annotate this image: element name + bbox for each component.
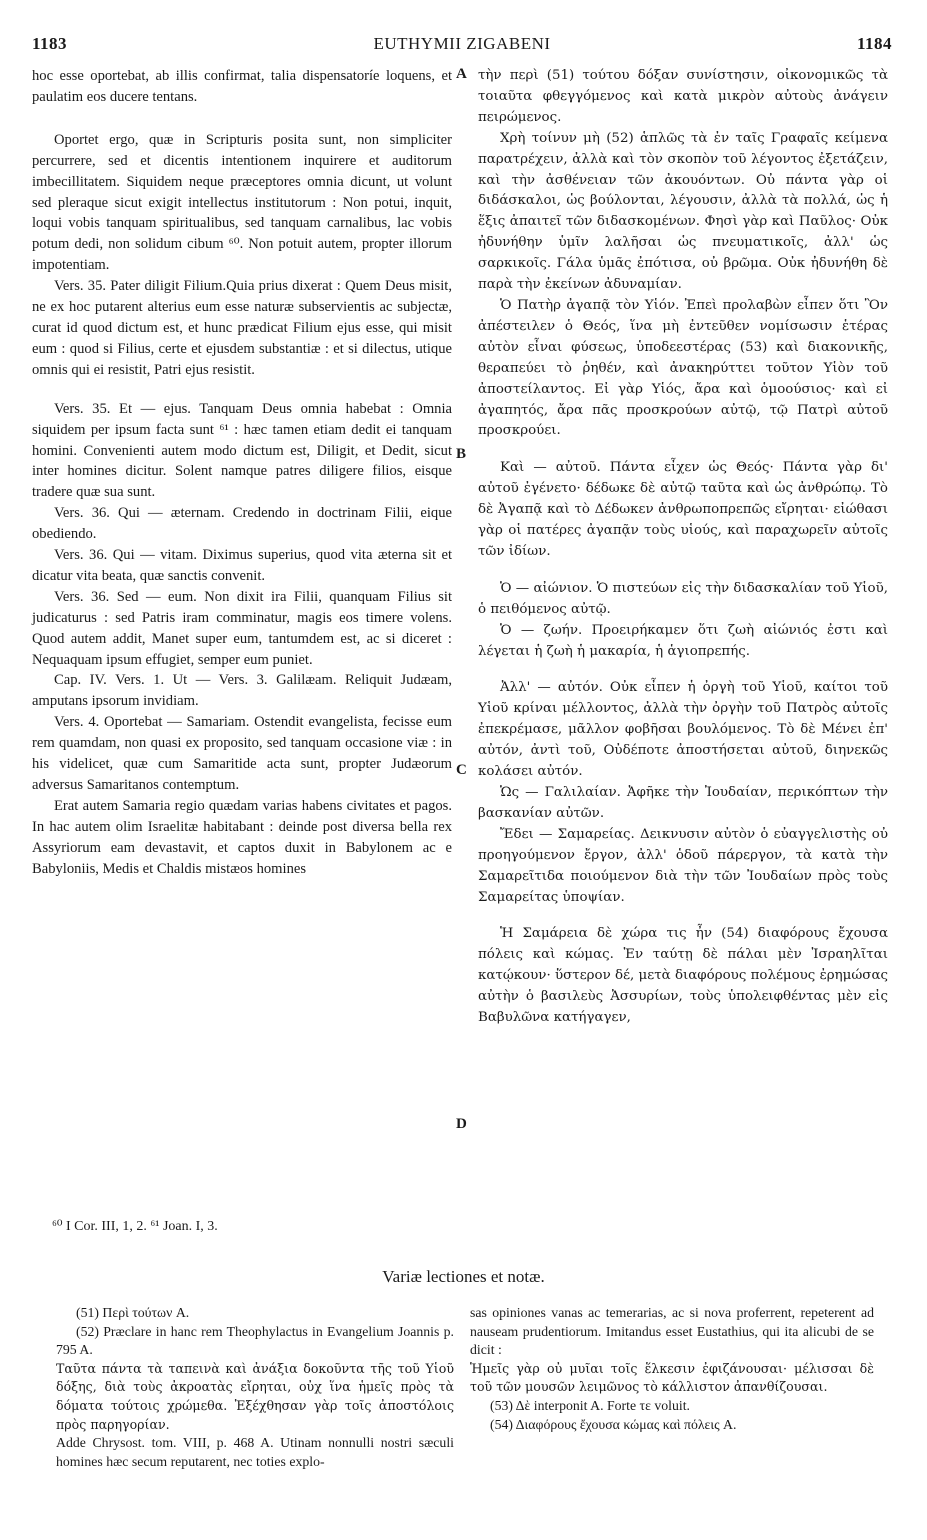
greek-paragraph: Καὶ — αὐτοῦ. Πάντα εἶχεν ὡς Θεός· Πάντα γὰρ δι' αὐτοῦ ἐγένετο· δέδωκε δὲ αὐτῷ ταῦτα καὶ ὡς ἀνθρώπῳ. Τὸ δὲ Ἀγαπᾷ καὶ τὸ Δέδωκεν ἀνθρωποπρεπῶς εἴρηται· εἰώθασι γὰρ οἱ πατέρες ἀγαπᾷν τοὺς υἱούς, καὶ παραχωρεῖν αὐτοῖς τῶν ἰδίων. [478,460,888,559]
margin-marker-a: A [456,66,467,82]
latin-paragraph: Cap. IV. Vers. 1. Ut — Vers. 3. Galilæam. Reliquit Judæam, amputans ipsorum invidiam. [32,672,452,710]
note-greek-quote: Ἡμεῖς γὰρ οὐ μυῖαι τοῖς ἕλκεσιν ἐφιζάνουσαι· μέλισσαι δὲ τοῦ τῶν μουσῶν λειμῶνος τὸ κάλλιστον ἀπανθίζουσαι. [470,1360,874,1395]
header-title: EUTHYMII ZIGABENI [373,34,551,53]
latin-paragraph: Vers. 36. Qui — æternam. Credendo in doctrinam Filii, eique obediendo. [32,505,452,543]
left-page-number: 1183 [32,34,68,53]
latin-paragraph: Vers. 35. Pater diligit Filium.Quia prius dixerat : Quem Deus misit, ne ex hoc putarent alterius eum esse naturæ subservientis ac subjectæ, curat id quod dictum est, et hunc prædicat Filium ejus esse, qui misit eum : quod si Filius, certe et ejusdem substantiæ : et si dilectus, utique omnis qui ei resistit, Patri ejus resistit. [32,278,452,378]
greek-paragraph: τὴν περὶ (51) τούτου δόξαν συνίστησιν, οἰκονομικῶς τὰ τοιαῦτα φθεγγόμενος καὶ κατὰ μικρὸν αὐτοὺς ἀνάγειν πειρώμενος. [478,68,888,125]
note-entry: sas opiniones vanas ac temerarias, ac si nova proferrent, repeterent ad nauseam prudentiorum. Imitandus esset Eustathius, qui ita alicubi de se dicit : [470,1305,874,1358]
latin-column [32,66,452,880]
margin-marker-d: D [456,1116,467,1132]
note-entry: (51) Περὶ τούτων A. [76,1305,190,1320]
latin-paragraph: Vers. 35. Et — ejus. Tanquam Deus omnia habebat : Omnia siquidem per ipsum facta sunt ⁶¹ : hæc tamen etiam dedit ei tanquam homini. Convenienti autem modo dictum est, Diligit, et Dedit, sicut inter homines dicitur. Solent namque patres diligere filios, eisque tradere quæ sua sunt. [32,400,452,501]
right-page-number: 1184 [856,34,892,53]
greek-column [478,66,888,1029]
latin-paragraph: Erat autem Samaria regio quædam varias habens civitates et pagos. In hac autem olim Israelitæ habitabant : deinde post diversa bella rex Assyriorum eam devastavit, et captos duxit in Babylonem ac e Babyloniis, Medis et Chaldis mistæos homines [32,797,452,877]
greek-paragraph: Ὁ — ζωήν. Προειρήκαμεν ὅτι ζωὴ αἰώνιός ἐστι καὶ λέγεται ἡ ζωὴ ἡ μακαρία, ἡ ἁγιοπρεπής. [478,622,888,659]
latin-paragraph: hoc esse oportebat, ab illis confirmat, talia dispensatoríe loquens, et paulatim eos ducere tentans. [32,68,452,105]
running-header [32,34,892,56]
note-greek-quote: Ταῦτα πάντα τὰ ταπεινὰ καὶ ἀνάξια δοκοῦντα τῆς τοῦ Υἱοῦ δόξης, διὰ τοὺς ἀκροατὰς εἴρηται, οὐχ ἵνα ἡμεῖς πρὸς τὰ δόματα τούτοις χρώμεθα. Ἐξέχθησαν γὰρ τοῖς ἀποστόλοις πρὸς παρηγορίαν. [56,1360,454,1432]
greek-paragraph: Ὁ Πατὴρ ἀγαπᾷ τὸν Υἱόν. Ἐπεὶ προλαβὼν εἶπεν ὅτι Ὃν ἀπέστειλεν ὁ Θεός, ἵνα μὴ ἐντεῦθεν νομίσωσιν ἑτέρας αὐτὸν εἶναι φύσεως, ὑποδεεστέρας (53) καὶ διακονικῆς, θεραπεύει τὸ ῥηθέν, καὶ ἀνακηρύττει τοῦτον Υἱὸν τοῦ ἀποστείλαντος. Εἰ γὰρ Υἱός, ἄρα καὶ ὁμοούσιος· καὶ εἰ ἀγαπητός, ἄρα πᾶς προσκρούων αὐτῷ, τῷ Πατρὶ αὐτοῦ προσκρούει. [478,297,888,439]
greek-paragraph: Ἔδει — Σαμαρείας. Δεικνυσιν αὐτὸν ὁ εὐαγγελιστὴς οὐ προηγούμενον ἔργον, ἀλλ' ὁδοῦ πάρεργον, τὰ κατὰ τὴν Σαμαρεῖτιδα ποιούμενον διὰ τὴν τῶν Ἰουδαίων πρὸς τοὺς Σαμαρείτας ὑποψίαν. [478,826,888,905]
notes-left-column [56,1304,454,1471]
greek-paragraph: Ὡς — Γαλιλαίαν. Ἀφῆκε τὴν Ἰουδαίαν, περικόπτων τὴν βασκανίαν αὐτῶν. [478,785,888,821]
greek-paragraph: Ἡ Σαμάρεια δὲ χώρα τις ἦν (54) διαφόρους ἔχουσα πόλεις καὶ κώμας. Ἐν ταύτῃ δὲ πάλαι μὲν Ἰσραηλῖται κατῴκουν· ὕστερον δέ, μετὰ διαφόρους πολέμους ἐρημώσας αὐτὴν ὁ βασιλεὺς Ἀσσυρίων, τοὺς ὑπολειφθέντας μὲν εἰς Βαβυλῶνα κατήγαγεν, [478,926,888,1026]
note-entry: (52) Præclare in hanc rem Theophylactus in Evangelium Joannis p. 795 A. [56,1323,454,1358]
latin-paragraph: Vers. 4. Oportebat — Samariam. Ostendit evangelista, fecisse eum rem quamdam, non quasi ex proposito, sed tanquam occasione viæ : in his videlicet, quæ cum Samaritide acta sunt, propter Judæorum adversus Samaritanos contemptum. [32,714,452,793]
note-entry: (53) Δὲ interponit A. Forte τε voluit. [490,1397,690,1413]
greek-paragraph: Χρὴ τοίνυν μὴ (52) ἁπλῶς τὰ ἐν ταῖς Γραφαῖς κείμενα παρατρέχειν, ἀλλὰ καὶ τὸν σκοπὸν τοῦ λέγοντος ἐξετάζειν, καὶ τὴν ἀσθένειαν τῶν ἀκουόντων. Οὐ πάντα γὰρ οἱ διδάσκαλοι, ὡς βούλονται, λέγουσιν, ἀλλὰ τὰ πολλά, ὡς ἡ ἕξις ἀπαιτεῖ τῶν διδασκομένων. Φησὶ γὰρ καὶ Παῦλος· Οὐκ ἠδυνήθην ὑμῖν λαλῆσαι ὡς πνευματικοῖς, ἀλλ' ὡς σαρκικοῖς. Γάλα ὑμᾶς ἐπότισα, οὐ βρῶμα. Οὐκ ἠδυνήθη δὲ παρὰ τὴν ἐκείνων ἀδυναμίαν. [478,130,888,293]
notes-section-title: Variæ lectiones et notæ. [382,1267,545,1286]
notes-right-column [470,1304,874,1434]
latin-paragraph: Vers. 36. Sed — eum. Non dixit ira Filii, quanquam Filius sit judicaturus : sed Patris iram comminatur, magis eos timere volens. Quod autem addit, Manet super eum, tantumdem est, ac si diceret : Nequaquam ipsum effugiet, semper eum puniet. [32,588,452,668]
greek-paragraph: Ἀλλ' — αὐτόν. Οὐκ εἶπεν ἡ ὀργὴ τοῦ Υἱοῦ, καίτοι τοῦ Υἱοῦ κρίναι μέλλοντος, ἀλλὰ τὴν ὀργὴν τοῦ Πατρὸς αὐτοῖς ἐπεκρέμασε, μᾶλλον φοβῆσαι βουλόμενος. Τὸ δὲ Μένει ἐπ' αὐτόν, ἀντὶ τοῦ, Οὐδέποτε ἀποστήσεται αὐτοῦ, διηνεκῶς κολάσει αὐτόν. [478,680,888,780]
scripture-footnotes: ⁶⁰ I Cor. III, 1, 2. ⁶¹ Joan. I, 3. [52,1219,218,1234]
note-entry: (54) Διαφόρους ἔχουσα κώμας καὶ πόλεις A. [490,1416,737,1432]
latin-paragraph: Vers. 36. Qui — vitam. Diximus superius, quod vita æterna sit et dicatur vita beata, quæ sanctis convenit. [32,547,452,584]
note-entry: Adde Chrysost. tom. VIII, p. 468 A. Utinam nonnulli nostri sæculi homines hæc secum reputarent, nec toties explo- [56,1435,454,1469]
latin-paragraph: Oportet ergo, quæ in Scripturis posita sunt, non simpliciter percurrere, sed et dicentis intentionem inquirere et auditorum imbecillitatem. Siquidem neque præceptores omnia dicunt, ut volunt sed pleraque sicut exigit intellectus institutorum : Non potui, inquit, loqui vobis tanquam spiritualibus, sed tanquam carnalibus, lac vobis potum dedi, non solidum cibum ⁶⁰. Non potuit autem, propter illorum impotentiam. [32,131,452,274]
greek-paragraph: Ὁ — αἰώνιον. Ὁ πιστεύων εἰς τὴν διδασκαλίαν τοῦ Υἱοῦ, ὁ πειθόμενος αὐτῷ. [478,580,888,617]
margin-marker-b: B [456,446,467,462]
margin-marker-c: C [456,762,467,778]
